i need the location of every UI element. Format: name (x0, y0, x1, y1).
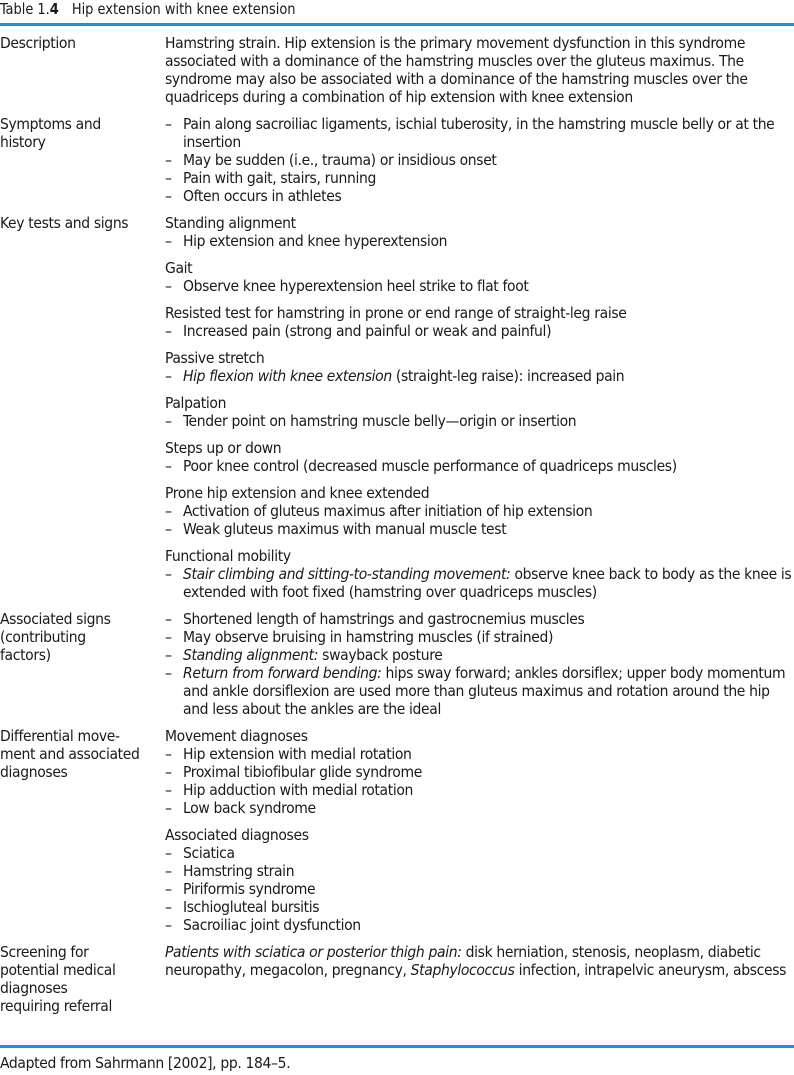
group-list (165, 412, 794, 430)
row-label: Key tests and signs (0, 214, 129, 232)
test-group-prone-hip-extension (165, 484, 794, 538)
table-caption (0, 0, 296, 18)
test-group-gait (165, 259, 794, 295)
italic-term: Standing alignment: (183, 646, 319, 664)
list-item: – Proximal tibiofibular glide syndrome (165, 763, 794, 781)
list-item (165, 628, 794, 646)
group-title: Palpation (165, 394, 227, 412)
group-title: Steps up or down (165, 439, 282, 457)
row-associated-signs (0, 610, 794, 718)
list-item: – Hamstring strain (165, 862, 794, 880)
list-item (165, 664, 794, 718)
associated-signs-list (165, 610, 794, 718)
top-rule (0, 23, 794, 26)
list-item: – Hip extension with medial rotation (165, 745, 794, 763)
test-group-steps (165, 439, 794, 475)
list-item: – Pain along sacroiliac ligaments, ischial tuberosity, in the hamstring muscle belly or at the insertion (165, 115, 794, 151)
row-content (165, 115, 794, 205)
list-item: – Tender point on hamstring muscle belly—origin or insertion (165, 412, 794, 430)
group-title: Standing alignment (165, 214, 296, 232)
item-text: swayback posture (318, 646, 443, 664)
test-group-palpation (165, 394, 794, 430)
group-title: Prone hip extension and knee extended (165, 484, 430, 502)
table-number-bold: 4 (49, 0, 59, 18)
row-content (165, 943, 794, 1015)
table-number-prefix: Table 1. (0, 0, 50, 18)
item-text: (straight-leg raise): increased pain (391, 367, 625, 385)
list-item: – Hip extension and knee hyperextension (165, 232, 794, 250)
list-item: – Piriformis syndrome (165, 880, 794, 898)
list-item: – May be sudden (i.e., trauma) or insidious onset (165, 151, 794, 169)
row-label: Symptoms and history (0, 115, 101, 151)
list-item: – Weak gluteus maximus with manual muscle test (165, 520, 794, 538)
list-item: – Sacroiliac joint dysfunction (165, 916, 794, 934)
list-item: – Pain with gait, stairs, running (165, 169, 794, 187)
list-item: – Ischiogluteal bursitis (165, 898, 794, 916)
row-differential-diagnoses (0, 727, 794, 934)
group-title: Resisted test for hamstring in prone or end range of straight-leg raise (165, 304, 627, 322)
item-text: Shortened length of hamstrings and gastrocnemius muscles (183, 610, 585, 628)
group-title: Associated diagnoses (165, 826, 309, 844)
row-content (165, 610, 794, 718)
group-list (165, 322, 794, 340)
symptoms-list (165, 115, 794, 205)
row-content (165, 34, 794, 106)
test-group-resisted-test (165, 304, 794, 340)
list-item: – Poor knee control (decreased muscle performance of quadriceps muscles) (165, 457, 794, 475)
list-item: – Increased pain (strong and painful or weak and painful) (165, 322, 794, 340)
row-description (0, 34, 794, 106)
row-screening-referral (0, 943, 794, 1015)
test-group-standing-alignment (165, 214, 794, 250)
row-label: Description (0, 34, 76, 52)
list-item (165, 367, 794, 385)
screening-text (165, 943, 794, 979)
table-footnote: Adapted from Sahrmann [2002], pp. 184–5. (0, 1054, 291, 1072)
list-item (165, 646, 794, 664)
italic-term: Hip flexion with knee extension (183, 367, 392, 385)
group-title: Functional mobility (165, 547, 291, 565)
row-content (165, 727, 794, 934)
italic-term: Return from forward bending: (183, 664, 382, 682)
row-label: Associated signs (contributing factors) (0, 610, 111, 664)
table-number (0, 0, 59, 18)
associated-diagnoses-group (165, 826, 794, 934)
group-list (165, 367, 794, 385)
list-item: – Low back syndrome (165, 799, 794, 817)
bottom-rule (0, 1045, 794, 1048)
list-item: – Observe knee hyperextension heel strike to flat foot (165, 277, 794, 295)
clinical-table (0, 34, 794, 1015)
item-text: disk herniation, stenosis, neoplasm, diabetic neuropathy, megacolon, pregnancy, (165, 943, 761, 979)
list-item: – Hip adduction with medial rotation (165, 781, 794, 799)
item-text: observe knee back to body as the knee is extended with foot fixed (hamstring over quadriceps muscles) (183, 565, 792, 601)
movement-diagnoses-group (165, 727, 794, 817)
row-label: Screening for potential medical diagnoses requiring referral (0, 943, 116, 1015)
group-list (165, 277, 794, 295)
item-text: hips sway forward; ankles dorsiflex; upper body momentum and ankle dorsiflexion are used more than gluteus maximus and rotation around the hip and less about the ankles are the ideal (183, 664, 786, 718)
group-list (165, 565, 794, 601)
group-list (165, 745, 794, 817)
italic-term: Staphylococcus (410, 961, 515, 979)
list-item: – Activation of gluteus maximus after initiation of hip extension (165, 502, 794, 520)
group-title: Passive stretch (165, 349, 265, 367)
table-title: Hip extension with knee extension (71, 0, 296, 18)
group-list (165, 232, 794, 250)
group-list (165, 502, 794, 538)
list-item: – Often occurs in athletes (165, 187, 794, 205)
list-item (165, 610, 794, 628)
italic-term: Patients with sciatica or posterior thigh pain: (165, 943, 462, 961)
item-text: May observe bruising in hamstring muscles (if strained) (183, 628, 554, 646)
list-item (165, 565, 794, 601)
test-group-functional-mobility (165, 547, 794, 601)
list-item: – Sciatica (165, 844, 794, 862)
description-text: Hamstring strain. Hip extension is the primary movement dysfunction in this syndrome associated with a dominance of the hamstring muscles over the gluteus maximus. The syndrome may also be associated with a dominance of the hamstring muscles over the quadriceps during a combination of hip extension with knee extension (165, 34, 748, 106)
row-key-tests-signs (0, 214, 794, 601)
group-title: Movement diagnoses (165, 727, 308, 745)
group-list (165, 457, 794, 475)
group-list (165, 844, 794, 934)
row-label: Differential move- ment and associated diagnoses (0, 727, 140, 781)
row-symptoms-history (0, 115, 794, 205)
italic-term: Stair climbing and sitting-to-standing movement: (183, 565, 511, 583)
item-text: infection, intrapelvic aneurysm, abscess (514, 961, 787, 979)
group-title: Gait (165, 259, 193, 277)
test-group-passive-stretch (165, 349, 794, 385)
row-content (165, 214, 794, 601)
